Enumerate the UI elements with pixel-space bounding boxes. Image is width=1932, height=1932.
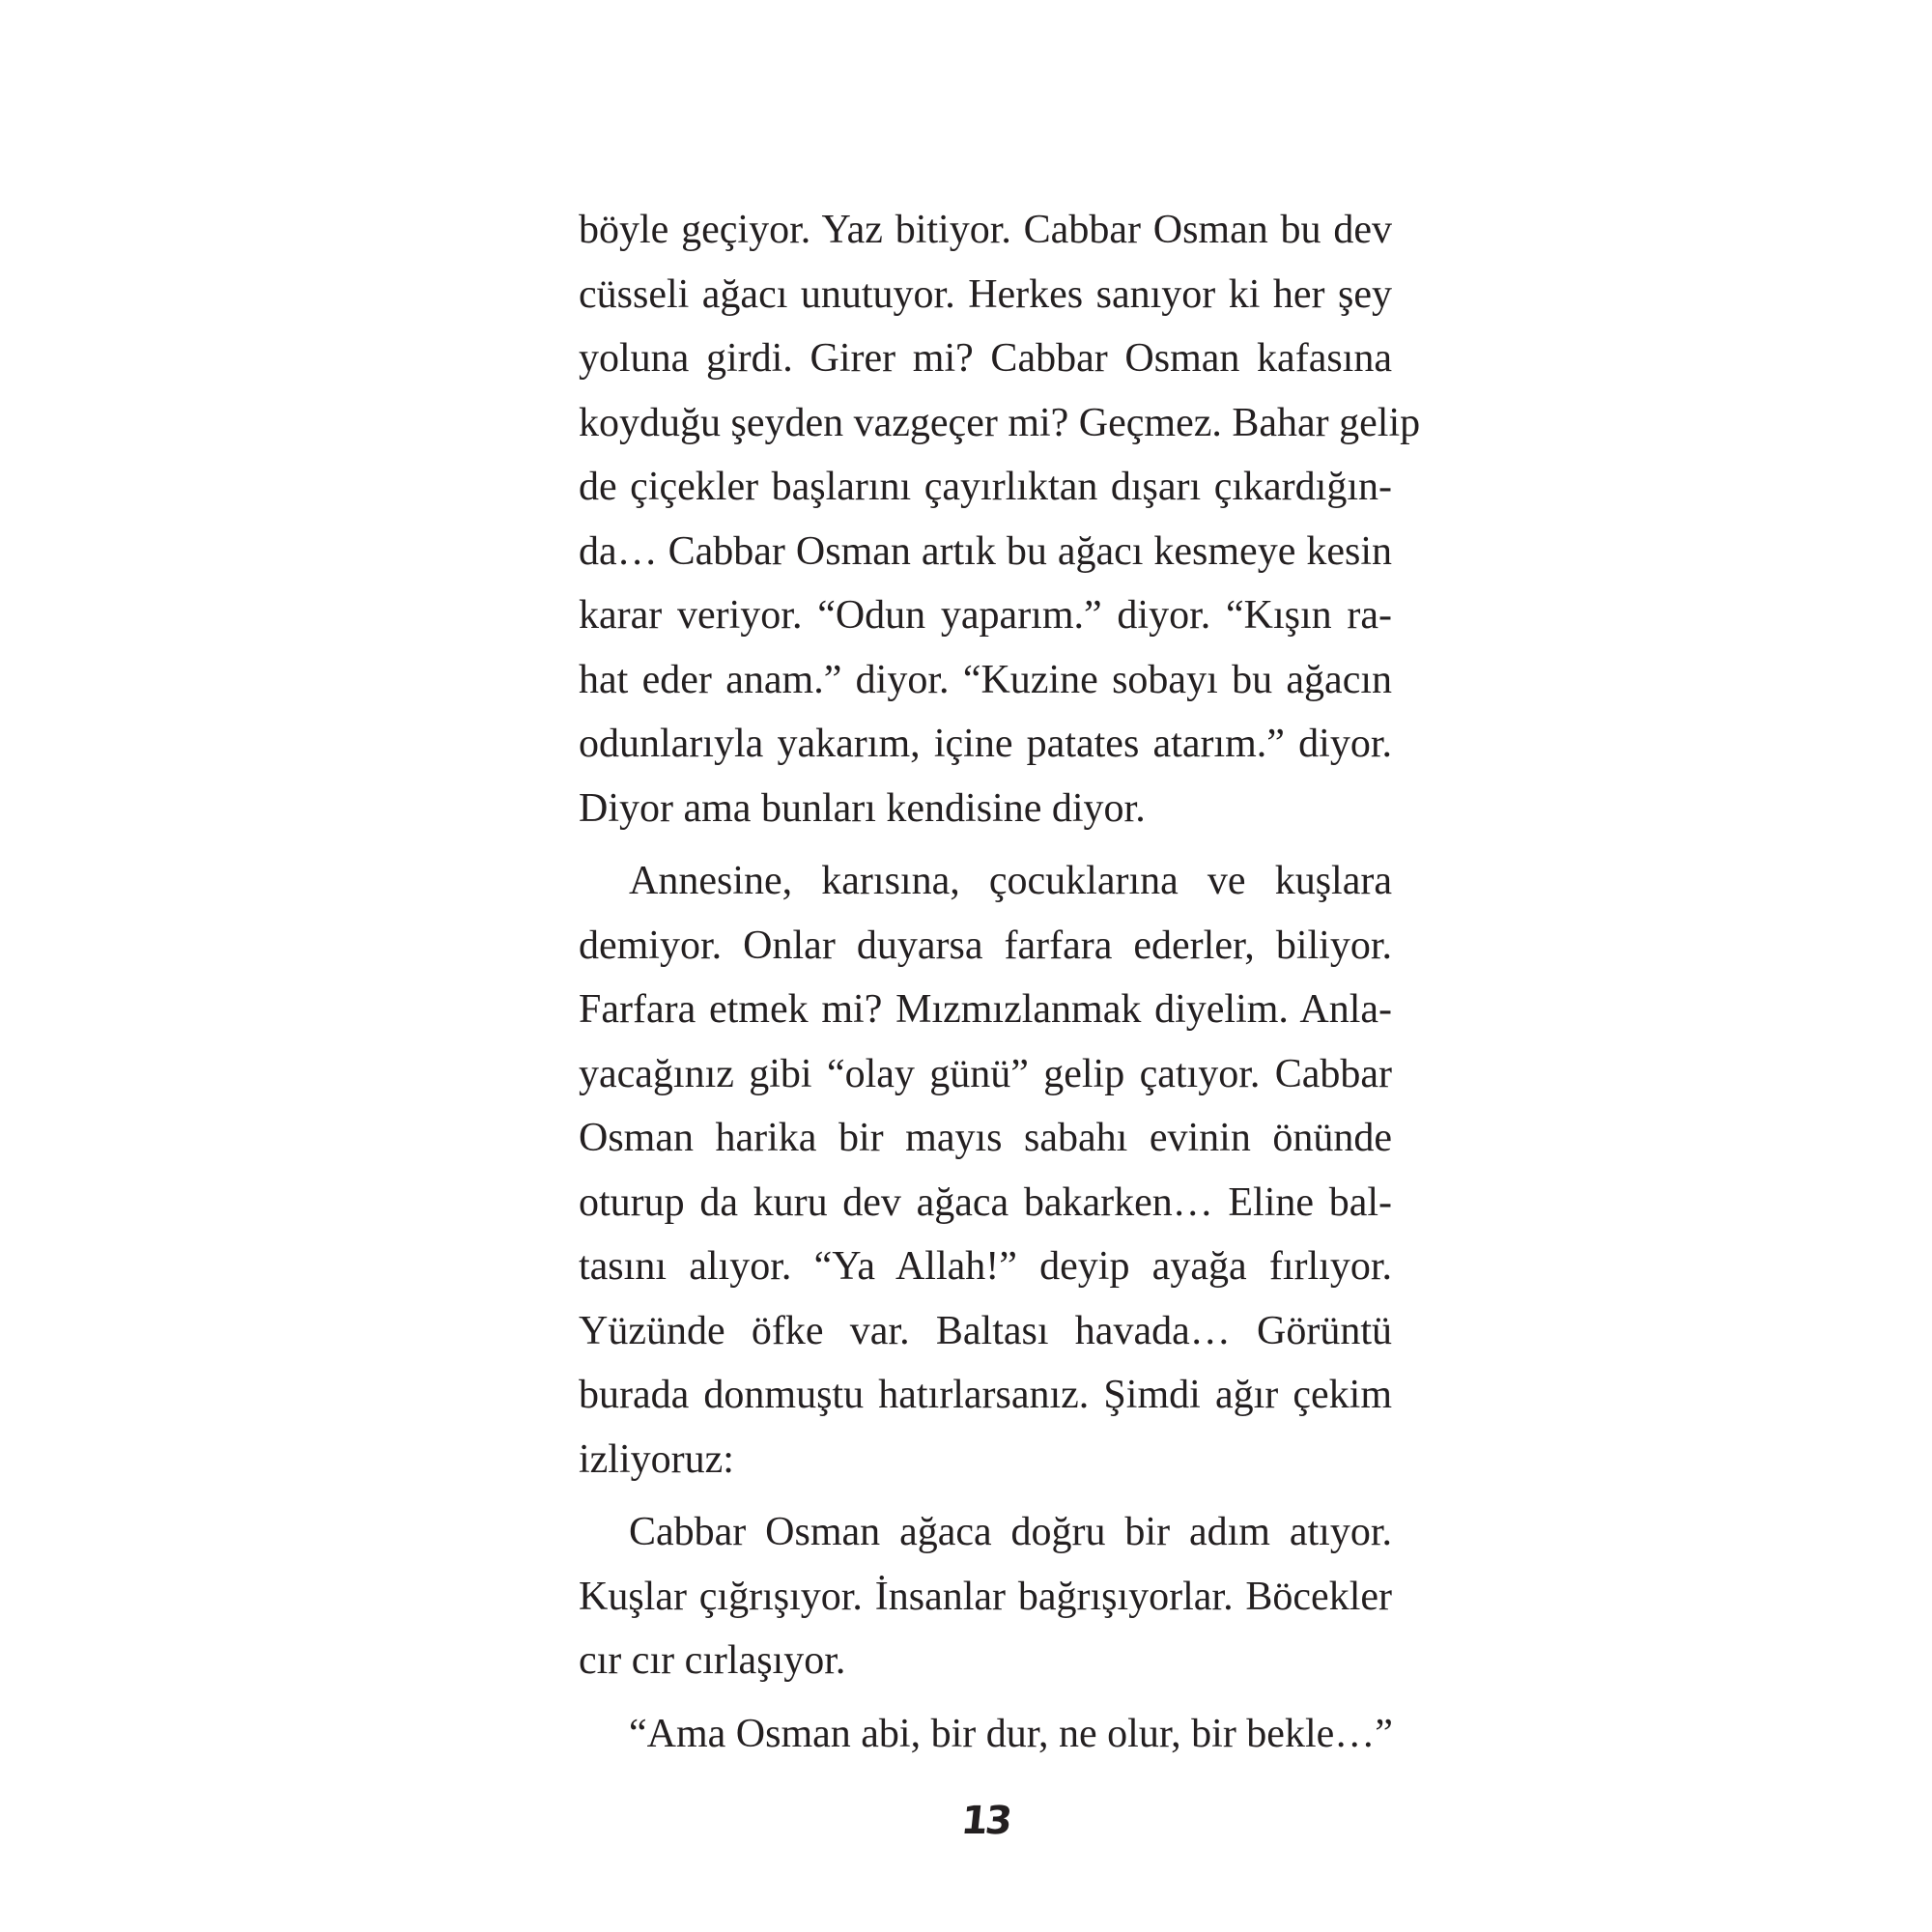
page-number: 13	[958, 1799, 1012, 1843]
text-line: cır cır cırlaşıyor.	[579, 1638, 846, 1683]
text-line: demiyor. Onlar duyarsa farfara ederler, biliyor.	[579, 923, 1392, 968]
text-line: cüsseli ağacı unutuyor. Herkes sanıyor ki her şey	[579, 271, 1392, 317]
paragraph-4	[579, 1702, 1392, 1767]
text-line: odunlarıyla yakarım, içine patates atarım.” diyor.	[579, 722, 1392, 766]
text-line: karar veriyor. “Odun yaparım.” diyor. “Kışın ra-	[579, 593, 1392, 638]
paragraph-2	[579, 849, 1392, 1492]
body-text	[579, 198, 1421, 1766]
text-line: izliyoruz:	[579, 1436, 734, 1482]
text-line: Osman harika bir mayıs sabahı evinin önünde	[579, 1116, 1392, 1160]
text-line: böyle geçiyor. Yaz bitiyor. Cabbar Osman bu dev	[579, 208, 1392, 252]
paragraph-gap	[579, 1693, 1392, 1702]
text-line: burada donmuştu hatırlarsanız. Şimdi ağır çekim	[579, 1373, 1392, 1417]
text-line: Diyor ama bunları kendisine diyor.	[579, 785, 1146, 831]
text-line: yacağınız gibi “olay günü” gelip çatıyor. Cabbar	[579, 1051, 1392, 1096]
text-line: oturup da kuru dev ağaca bakarken… Eline bal-	[579, 1179, 1392, 1225]
paragraph-1	[579, 198, 1421, 840]
text-line: koyduğu şeyden vazgeçer mi? Geçmez. Bahar gelip	[579, 400, 1421, 445]
paragraph-gap	[579, 840, 1392, 849]
text-line: Cabbar Osman ağaca doğru bir adım atıyor.	[629, 1510, 1392, 1554]
text-line: Yüzünde öfke var. Baltası havada… Görüntü	[579, 1308, 1392, 1353]
paragraph-3	[579, 1500, 1392, 1693]
text-line: da… Cabbar Osman artık bu ağacı kesmeye kesin	[579, 528, 1392, 574]
text-line: Kuşlar çığrışıyor. İnsanlar bağrışıyorlar. Böcekler	[579, 1574, 1392, 1619]
paragraph-gap	[579, 1492, 1392, 1500]
text-line: Annesine, karısına, çocuklarına ve kuşlara	[629, 859, 1392, 903]
text-line: de çiçekler başlarını çayırlıktan dışarı çıkardığın-	[579, 465, 1392, 509]
text-line: tasını alıyor. “Ya Allah!” deyip ayağa fırlıyor.	[579, 1244, 1392, 1289]
text-line: Farfara etmek mi? Mızmızlanmak diyelim. Anla-	[579, 987, 1392, 1032]
text-line: “Ama Osman abi, bir dur, ne olur, bir bekle…”	[629, 1711, 1393, 1756]
text-line: hat eder anam.” diyor. “Kuzine sobayı bu ağacın	[579, 657, 1392, 702]
text-line: yoluna girdi. Girer mi? Cabbar Osman kafasına	[579, 336, 1392, 381]
